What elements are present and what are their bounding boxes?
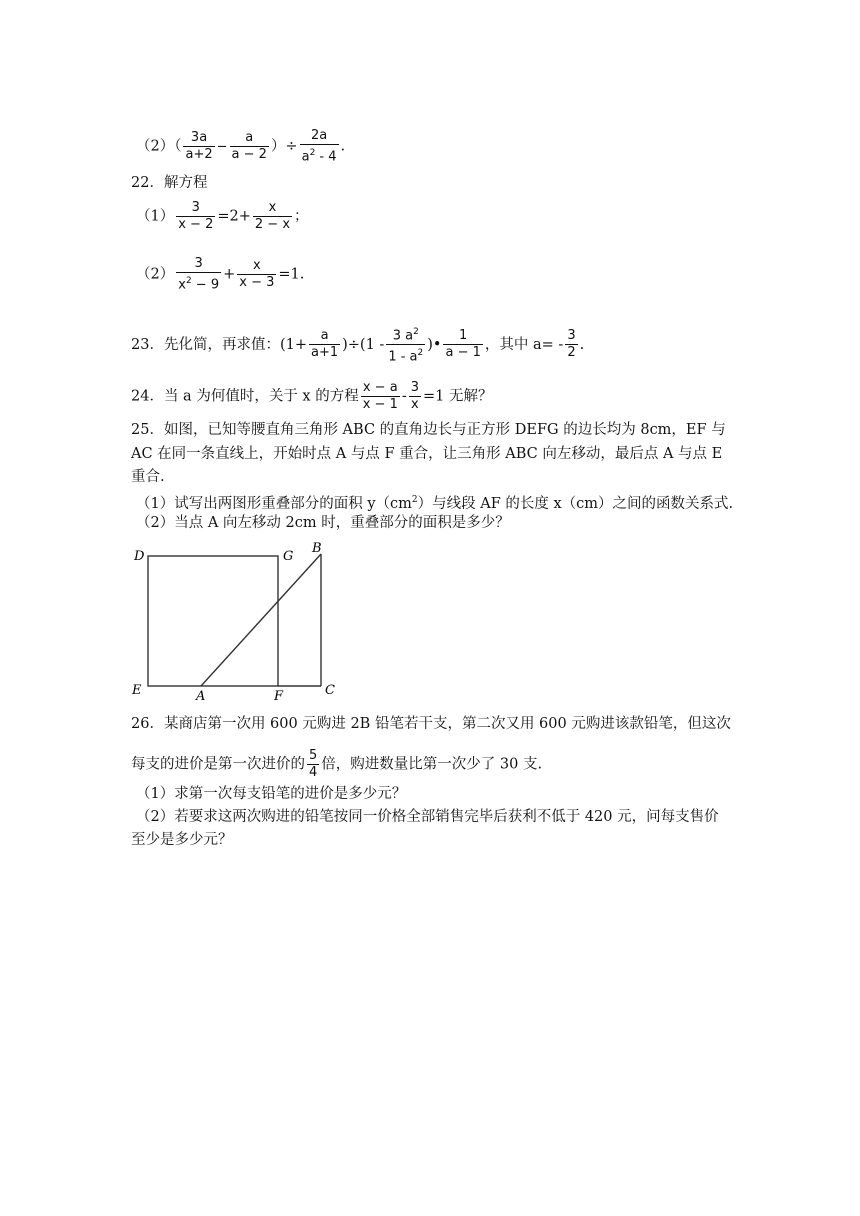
q25-line2: AC 在同一条直线上，开始时点 A 与点 F 重合，让三角形 ABC 向左移动，最后点 A 与点 E <box>131 446 723 462</box>
fraction: $\frac{3}{x - 2}$ <box>178 200 214 232</box>
fraction: $\frac{3}{x^2 - 9}$ <box>178 256 220 293</box>
q26-line2: 每支的进价是第一次进价的 $\frac{5}{4}$ 倍，购进数量比第一次少了 30 支. <box>131 748 543 780</box>
q23: 23．先化简，再求值：(1+ $\frac{a}{a+1}$ )÷(1 - $\frac{3 a^2}{1 - a^2}$ )• $\frac{1}{a - 1}$ ，其中 a= - $\frac{3}{2}$ . <box>131 324 584 366</box>
q21-part2-label: （2）（ <box>136 138 182 155</box>
fraction: $\frac{2a}{a^2 - 4}$ <box>301 128 337 165</box>
label-G: G <box>283 549 294 564</box>
q22-title: 22．解方程 <box>131 175 208 191</box>
hypotenuse-AB <box>201 554 321 686</box>
label-F: F <box>274 689 284 704</box>
q22-part2: （2） $\frac{3}{x^2 - 9}$ + $\frac{x}{x - 3}$ =1. <box>136 256 305 293</box>
q26-part2-line1: （2）若要求这两次购进的铅笔按同一价格全部销售完毕后获利不低于 420 元，问每支售价 <box>136 809 719 825</box>
label-C: C <box>325 683 335 698</box>
square-DEFG <box>148 556 278 686</box>
fraction: $\frac{1}{a - 1}$ <box>445 328 481 361</box>
fraction: $\frac{x - a}{x - 1}$ <box>362 380 398 412</box>
label-E: E <box>132 683 142 698</box>
q25-line1: 25．如图，已知等腰直角三角形 ABC 的直角边长与正方形 DEFG 的边长均为 8cm，EF 与 <box>131 422 726 438</box>
fraction: $\frac{3}{x}$ <box>410 380 420 412</box>
q25-part1: （1）试写出两图形重叠部分的面积 $y(cm^2)$与线段 AF 的长度 x（cm）之间的函数关系式. <box>136 495 734 512</box>
q25-line3: 重合. <box>131 469 165 485</box>
q26-line1: 26．某商店第一次用 600 元购进 2B 铅笔若干支，第二次又用 600 元购进该款铅笔，但这次 <box>131 716 731 732</box>
q26-part1: （1）求第一次每支铅笔的进价是多少元？ <box>136 786 407 802</box>
q25-part2: （2）当点 A 向左移动 2cm 时，重叠部分的面积是多少？ <box>136 515 510 531</box>
fraction: $\frac{3 a^2}{1 - a^2}$ <box>388 327 424 365</box>
fraction: $\frac{x}{2 - x}$ <box>254 200 291 232</box>
q21-part2: （2）（ $\frac{3a}{a+2}$ − $\frac{a}{a - 2}$ ）÷ $\frac{2a}{a^2 - 4}$ . <box>136 128 346 165</box>
fraction: $\frac{3a}{a+2}$ <box>185 130 213 163</box>
label-D: D <box>134 549 145 564</box>
label-A: A <box>196 689 206 704</box>
geometry-figure <box>126 538 346 704</box>
fraction: $\frac{x}{x - 3}$ <box>239 258 275 291</box>
q24: 24．当 a 为何值时，关于 x 的方程 $\frac{x - a}{x - 1}$ - $\frac{3}{x}$ =1 无解？ <box>131 380 493 412</box>
fraction: $\frac{a}{a - 2}$ <box>231 130 267 163</box>
fraction: $\frac{3}{2}$ <box>567 328 576 361</box>
q22-part1: （1） $\frac{3}{x - 2}$ =2+ $\frac{x}{2 - x}$ ； <box>136 200 309 232</box>
fraction: $\frac{5}{4}$ <box>309 748 318 780</box>
label-B: B <box>312 541 322 556</box>
q26-part2-line2: 至少是多少元？ <box>131 832 233 848</box>
fraction: $\frac{a}{a+1}$ <box>310 328 339 361</box>
